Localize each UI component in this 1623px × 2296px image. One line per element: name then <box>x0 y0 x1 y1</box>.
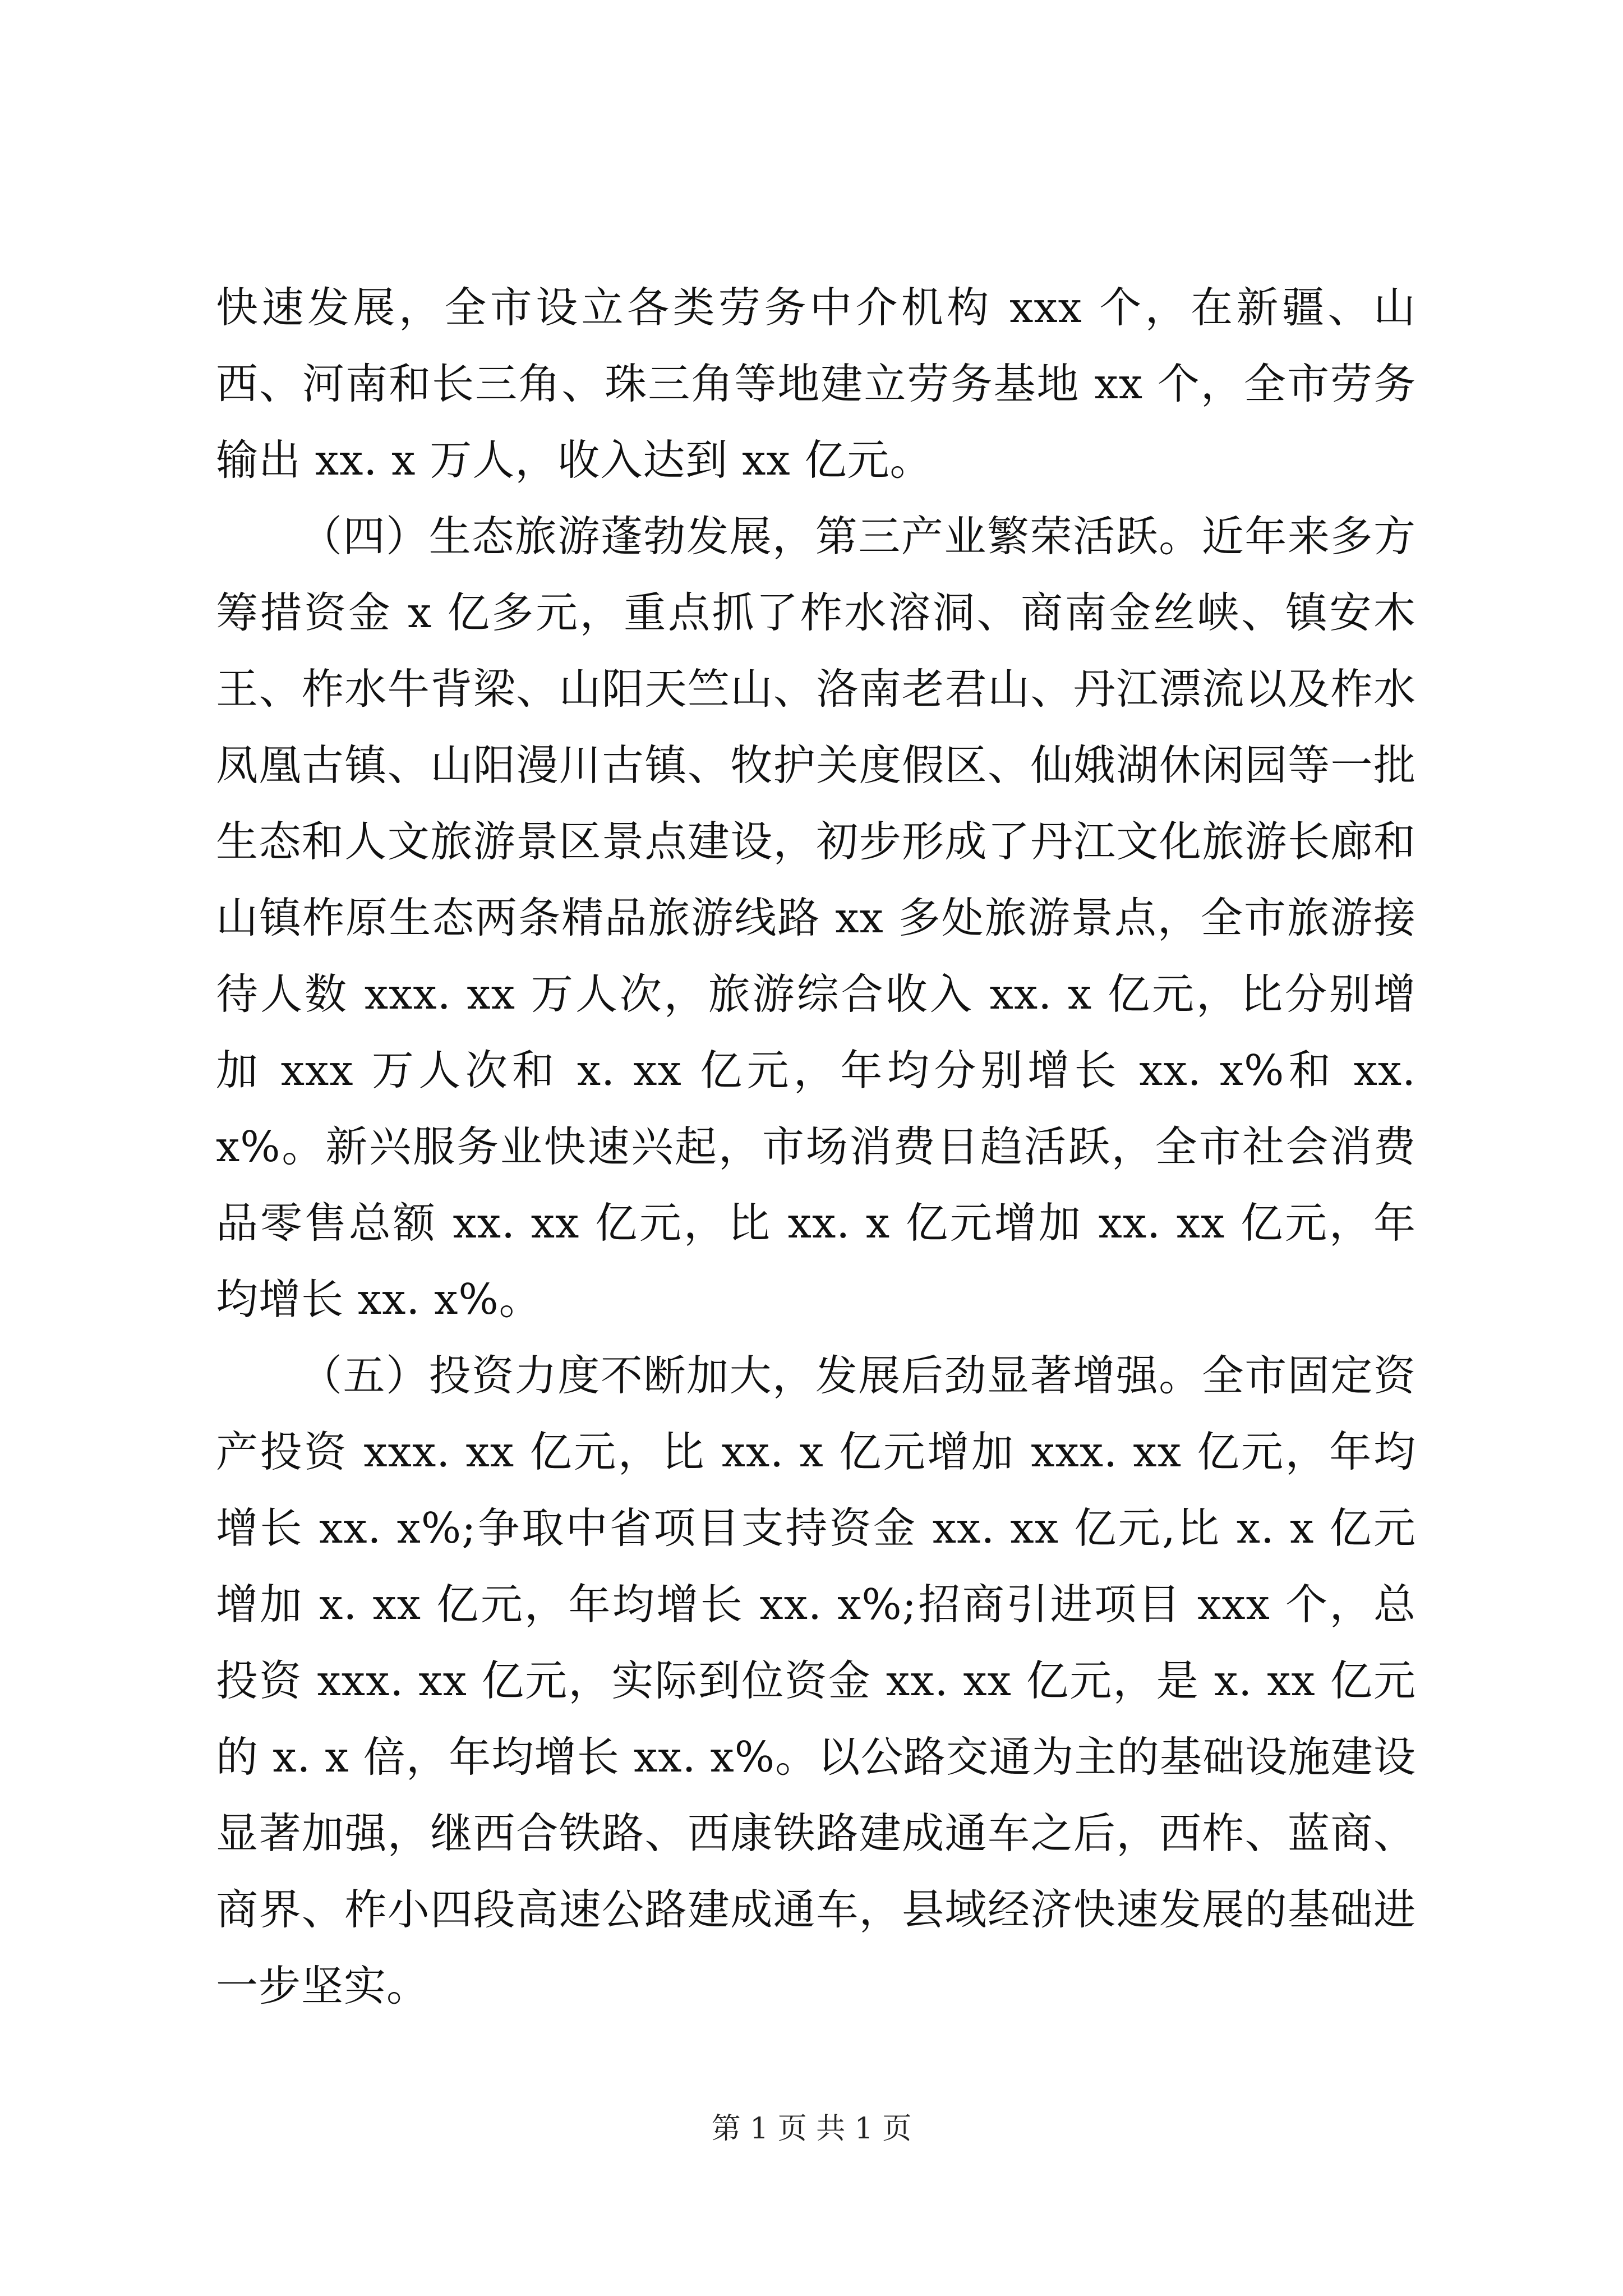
paragraph-investment: （五）投资力度不断加大，发展后劲显著增强。全市固定资产投资 xxx. xx 亿元，比 xx. x 亿元增加 xxx. xx 亿元，年均增长 xx. x%;争取中省项目支持资金 xx. xx 亿元,比 x. x 亿元增加 x. xx 亿元，年均增长 xx. x%;招商引进项目 xxx 个，总投资 xxx. xx 亿元，实际到位资金 xx. xx 亿元，是 x. xx 亿元的 x. x 倍，年均增长 xx. x%。以公路交通为主的基础设施建设显著加强，继西合铁路、西康铁路建成通车之后，西柞、蓝商、商界、柞小四段高速公路建成通车，县域经济快速发展的基础进一步坚实。 <box>216 1351 1416 2010</box>
paragraph-labor-services: 快速发展，全市设立各类劳务中介机构 xxx 个，在新疆、山西、河南和长三角、珠三角等地建立劳务基地 xx 个，全市劳务输出 xx. x 万人，收入达到 xx 亿元。 <box>216 283 1416 485</box>
document-body <box>216 269 1416 2024</box>
paragraph-eco-tourism: （四）生态旅游蓬勃发展，第三产业繁荣活跃。近年来多方筹措资金 x 亿多元，重点抓了柞水溶洞、商南金丝峡、镇安木王、柞水牛背梁、山阳天竺山、洛南老君山、丹江漂流以及柞水凤凰古镇、山阳漫川古镇、牧护关度假区、仙娥湖休闲园等一批生态和人文旅游景区景点建设，初步形成了丹江文化旅游长廊和山镇柞原生态两条精品旅游线路 xx 多处旅游景点，全市旅游接待人数 xxx. xx 万人次，旅游综合收入 xx. x 亿元，比分别增加 xxx 万人次和 x. xx 亿元，年均分别增长 xx. x%和 xx. x%。新兴服务业快速兴起，市场消费日趋活跃，全市社会消费品零售总额 xx. xx 亿元，比 xx. x 亿元增加 xx. xx 亿元，年均增长 xx. x%。 <box>216 512 1416 1324</box>
page-footer: 第 1 页 共 1 页 <box>711 2112 912 2146</box>
